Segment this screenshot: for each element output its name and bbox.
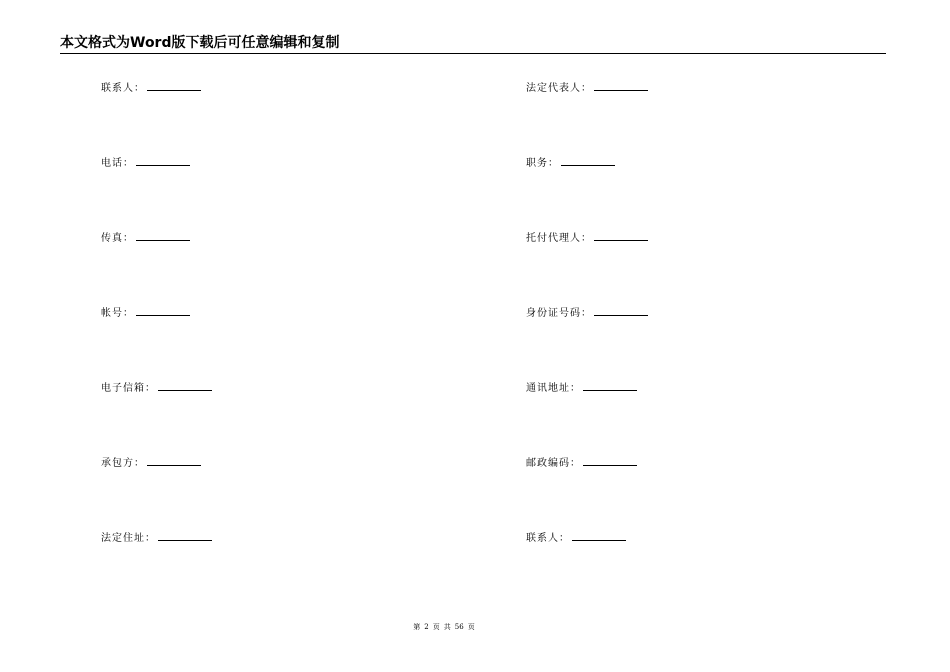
blank-line[interactable] — [594, 305, 648, 316]
footer-total-pages: 56 — [454, 623, 464, 631]
blank-line[interactable] — [158, 380, 212, 391]
header-title: 本文格式为Word版下载后可任意编辑和复制 — [60, 35, 340, 51]
blank-line[interactable] — [136, 305, 190, 316]
blank-line[interactable] — [572, 530, 626, 541]
footer-current-page: 2 — [424, 623, 429, 631]
field-label: 帐号： — [101, 308, 134, 319]
footer-total-prefix: 共 — [443, 623, 451, 631]
field-id-number — [526, 305, 648, 320]
blank-line[interactable] — [583, 455, 637, 466]
blank-line[interactable] — [136, 155, 190, 166]
field-label: 法定代表人： — [526, 83, 592, 94]
field-label: 托付代理人： — [526, 233, 592, 244]
field-contact-person — [101, 80, 201, 95]
blank-line[interactable] — [561, 155, 615, 166]
field-label: 身份证号码： — [526, 308, 592, 319]
field-label: 传真： — [101, 233, 134, 244]
blank-line[interactable] — [147, 455, 201, 466]
field-label: 通讯地址： — [526, 383, 581, 394]
field-authorized-agent — [526, 230, 648, 245]
field-account — [101, 305, 190, 320]
field-label: 电话： — [101, 158, 134, 169]
field-label: 法定住址： — [101, 533, 156, 544]
blank-line[interactable] — [136, 230, 190, 241]
page-header — [60, 34, 886, 54]
field-label: 联系人： — [101, 83, 145, 94]
field-label: 联系人： — [526, 533, 570, 544]
field-phone — [101, 155, 190, 170]
blank-line[interactable] — [158, 530, 212, 541]
field-fax — [101, 230, 190, 245]
blank-line[interactable] — [147, 80, 201, 91]
field-label: 电子信箱： — [101, 383, 156, 394]
field-contractor — [101, 455, 201, 470]
footer-suffix: 页 — [467, 623, 475, 631]
footer-page-word: 页 — [432, 623, 440, 631]
field-email — [101, 380, 212, 395]
footer-prefix: 第 — [413, 623, 421, 631]
field-postal-code — [526, 455, 637, 470]
field-legal-representative — [526, 80, 648, 95]
field-mailing-address — [526, 380, 637, 395]
field-label: 承包方： — [101, 458, 145, 469]
blank-line[interactable] — [594, 230, 648, 241]
field-position — [526, 155, 615, 170]
blank-line[interactable] — [583, 380, 637, 391]
blank-line[interactable] — [594, 80, 648, 91]
field-contact-person-right — [526, 530, 626, 545]
page-footer — [0, 622, 888, 632]
field-label: 职务： — [526, 158, 559, 169]
field-legal-address — [101, 530, 212, 545]
field-label: 邮政编码： — [526, 458, 581, 469]
